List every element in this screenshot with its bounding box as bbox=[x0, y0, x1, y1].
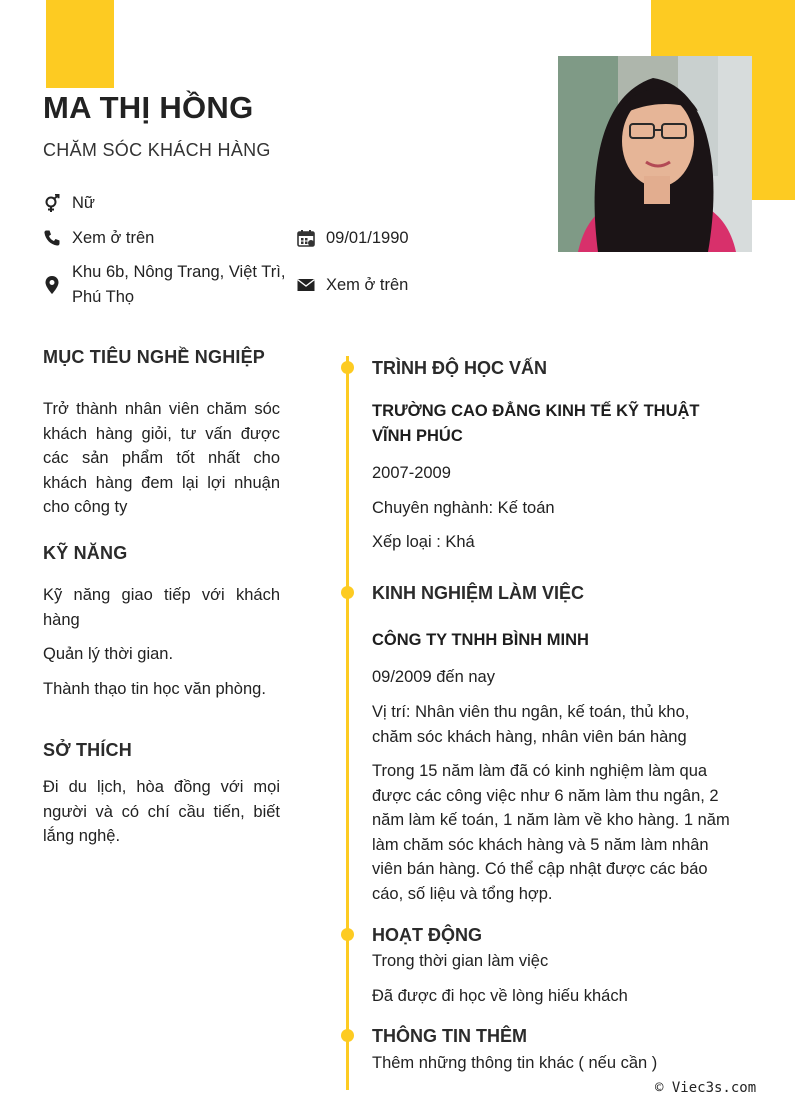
gender-row bbox=[43, 191, 95, 216]
phone-value: Xem ở trên bbox=[72, 229, 155, 247]
birthday-row bbox=[297, 226, 409, 251]
gender-icon bbox=[43, 194, 61, 212]
timeline-dot bbox=[341, 361, 354, 374]
location-pin-icon bbox=[43, 276, 61, 294]
activity-item: Trong thời gian làm việc bbox=[372, 952, 549, 970]
experience-position: Vị trí: Nhân viên thu ngân, kế toán, thủ kho, chăm sóc khách hàng, nhân viên bán hàng bbox=[372, 703, 690, 746]
gender-value: Nữ bbox=[72, 194, 95, 212]
footer-credit: © Viec3s.com bbox=[655, 1080, 757, 1096]
company-name: CÔNG TY TNHH BÌNH MINH bbox=[372, 631, 589, 649]
experience-period: 09/2009 đến nay bbox=[372, 668, 495, 686]
education-heading: TRÌNH ĐỘ HỌC VẤN bbox=[372, 358, 547, 378]
education-major: Chuyên nghành: Kế toán bbox=[372, 499, 555, 517]
job-title: CHĂM SÓC KHÁCH HÀNG bbox=[43, 140, 271, 160]
education-period: 2007-2009 bbox=[372, 464, 451, 482]
skills-heading: KỸ NĂNG bbox=[43, 543, 128, 563]
experience-description: Trong 15 năm làm đã có kinh nghiệm làm qua được các công việc như 6 năm làm thu ngân, 2 năm làm kế toán, 1 năm làm về kho hàng. 1 năm làm chăm sóc khách hàng và 5 năm làm nhân viên bán hàng. Có thể cập nhật được các báo cáo, số liệu và tổng hợp. bbox=[372, 762, 730, 903]
timeline-dot bbox=[341, 586, 354, 599]
hobbies-heading: SỞ THÍCH bbox=[43, 740, 132, 760]
phone-icon bbox=[43, 229, 61, 247]
profile-photo bbox=[558, 56, 752, 252]
skill-item: Kỹ năng giao tiếp với khách hàng bbox=[43, 586, 280, 629]
additional-heading: THÔNG TIN THÊM bbox=[372, 1026, 527, 1046]
address-line1: Khu 6b, Nông Trang, Việt Trì, bbox=[72, 263, 286, 281]
accent-block-left bbox=[46, 0, 114, 88]
birthday-value: 09/01/1990 bbox=[326, 229, 409, 247]
skill-item: Quản lý thời gian. bbox=[43, 645, 174, 663]
email-value: Xem ở trên bbox=[326, 276, 409, 294]
calendar-icon bbox=[297, 229, 315, 247]
address-line2: Phú Thọ bbox=[72, 288, 135, 306]
timeline-line bbox=[346, 356, 349, 1090]
school-name: TRƯỜNG CAO ĐẲNG KINH TẾ KỸ THUẬT VĨNH PHÚC bbox=[372, 402, 700, 445]
address-row bbox=[43, 260, 285, 310]
timeline-dot bbox=[341, 928, 354, 941]
timeline-dot bbox=[341, 1029, 354, 1042]
activities-heading: HOẠT ĐỘNG bbox=[372, 925, 482, 945]
candidate-name: MA THỊ HỒNG bbox=[43, 90, 254, 125]
additional-text: Thêm những thông tin khác ( nếu cần ) bbox=[372, 1054, 658, 1072]
experience-heading: KINH NGHIỆM LÀM VIỆC bbox=[372, 583, 585, 603]
hobbies-text: Đi du lịch, hòa đồng với mọi người và có chí cầu tiến, biết lắng nghệ. bbox=[43, 778, 280, 845]
activity-item: Đã được đi học về lòng hiếu khách bbox=[372, 987, 628, 1005]
envelope-icon bbox=[297, 276, 315, 294]
objective-text: Trở thành nhân viên chăm sóc khách hàng giỏi, tư vấn được các sản phẩm tốt nhất cho khách hàng đem lại lợi nhuận cho công ty bbox=[43, 400, 280, 516]
phone-row bbox=[43, 226, 154, 251]
skill-item: Thành thạo tin học văn phòng. bbox=[43, 680, 266, 698]
education-grade: Xếp loại : Khá bbox=[372, 533, 475, 551]
objective-heading: MỤC TIÊU NGHỀ NGHIỆP bbox=[43, 347, 266, 367]
email-row bbox=[297, 273, 408, 298]
